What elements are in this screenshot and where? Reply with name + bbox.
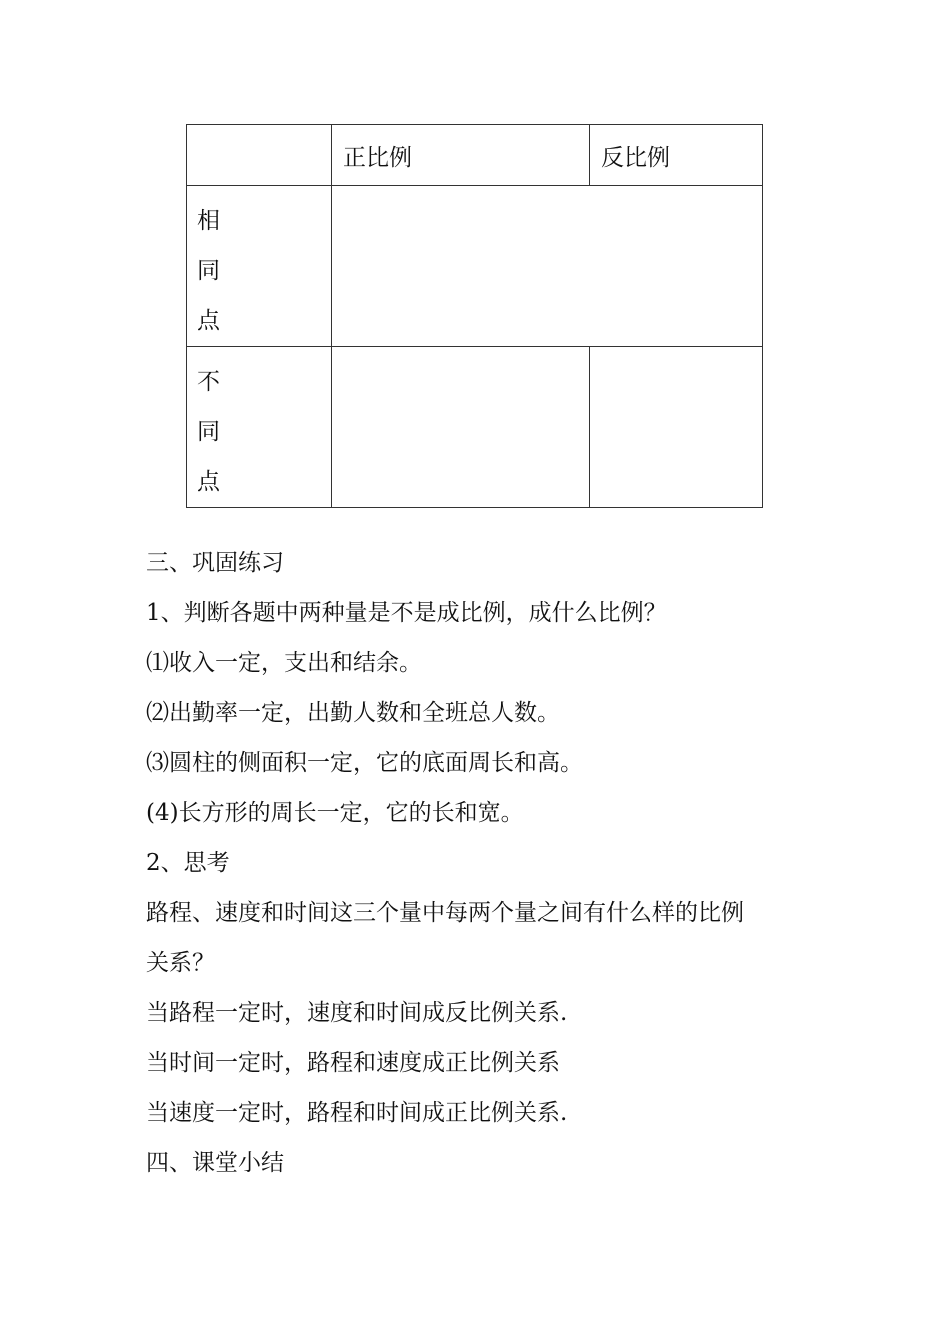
different-inverse-cell bbox=[590, 347, 763, 508]
header-empty-cell bbox=[187, 125, 332, 186]
table-row-different bbox=[187, 347, 763, 508]
question-1-item-1: ⑴收入一定，支出和结余。 bbox=[146, 650, 422, 676]
question-1-item-3: ⑶圆柱的侧面积一定，它的底面周长和高。 bbox=[146, 750, 583, 776]
comparison-table bbox=[186, 124, 763, 508]
table-row-same bbox=[187, 186, 763, 347]
answer-line-1: 当路程一定时，速度和时间成反比例关系. bbox=[146, 1000, 568, 1026]
different-points-label: 不 同 点 bbox=[187, 347, 332, 508]
question-2-text-cont: 关系？ bbox=[146, 950, 215, 976]
header-inverse-proportion: 反比例 bbox=[590, 125, 763, 186]
table-header-row bbox=[187, 125, 763, 186]
question-1-item-2: ⑵出勤率一定，出勤人数和全班总人数。 bbox=[146, 700, 560, 726]
different-direct-cell bbox=[332, 347, 590, 508]
answer-line-3: 当速度一定时，路程和时间成正比例关系. bbox=[146, 1100, 568, 1126]
question-1-item-4: (4)长方形的周长一定，它的长和宽。 bbox=[146, 800, 524, 826]
question-2-heading: 2、思考 bbox=[146, 850, 230, 876]
question-2-text: 路程、速度和时间这三个量中每两个量之间有什么样的比例 bbox=[146, 900, 744, 926]
section-heading-summary: 四、课堂小结 bbox=[146, 1150, 284, 1176]
answer-line-2: 当时间一定时，路程和速度成正比例关系 bbox=[146, 1050, 560, 1076]
question-1: 1、判断各题中两种量是不是成比例，成什么比例？ bbox=[146, 600, 667, 626]
same-points-cell bbox=[332, 186, 763, 347]
header-direct-proportion: 正比例 bbox=[332, 125, 590, 186]
same-points-label: 相 同 点 bbox=[187, 186, 332, 347]
section-heading-practice: 三、巩固练习 bbox=[146, 550, 284, 576]
